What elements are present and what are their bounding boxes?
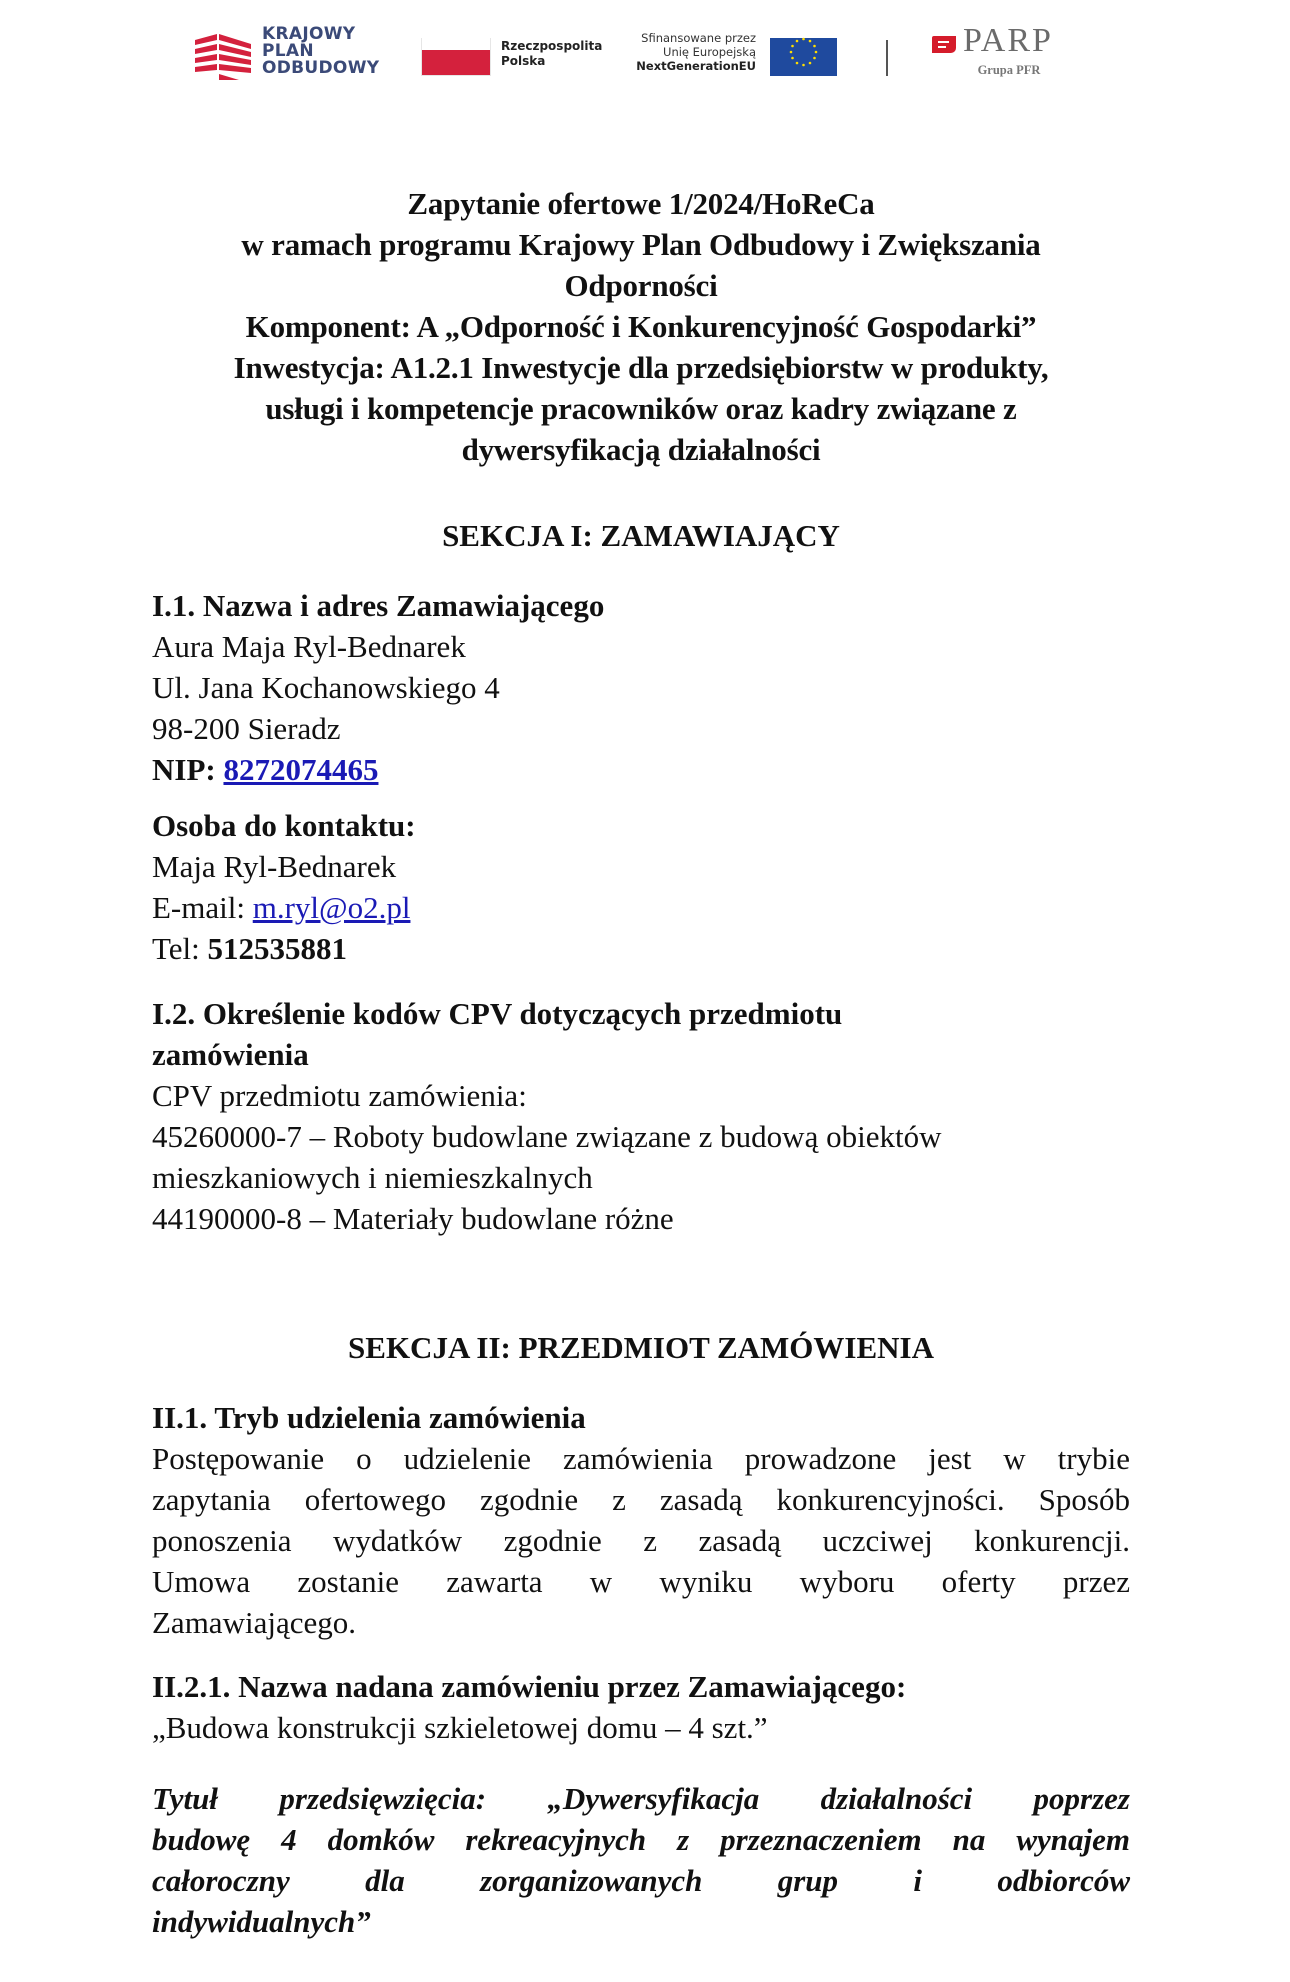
email-row bbox=[152, 887, 1130, 928]
order-name-value: „Budowa konstrukcji szkieletowej domu – 4 szt.” bbox=[152, 1710, 768, 1745]
contact-block bbox=[152, 805, 1130, 969]
eu-logo-text: Sfinansowane przez Unię Europejską NextGenerationEU bbox=[636, 31, 756, 73]
cpv-code-2: 44190000-8 – Materiały budowlane różne bbox=[152, 1201, 674, 1236]
contact-person: Maja Ryl-Bednarek bbox=[152, 849, 397, 884]
parp-logo-text: PARP bbox=[963, 22, 1053, 59]
party-city: 98-200 Sieradz bbox=[152, 711, 341, 746]
email-label: E-mail: bbox=[152, 890, 245, 925]
subsection-1-1-heading: I.1. Nazwa i adres Zamawiającego bbox=[152, 588, 605, 623]
eu-flag-icon bbox=[770, 38, 837, 76]
subsection-1-2-heading-cont: zamówienia bbox=[152, 1037, 309, 1072]
title-line: w ramach programu Krajowy Plan Odbudowy i Zwiększania bbox=[241, 227, 1041, 262]
nip-link[interactable]: 8272074465 bbox=[223, 752, 379, 787]
poland-logo-text: Rzeczpospolita Polska bbox=[501, 39, 603, 68]
document-title bbox=[152, 183, 1130, 470]
nip-label: NIP: bbox=[152, 752, 216, 787]
cpv-intro: CPV przedmiotu zamówienia: bbox=[152, 1078, 527, 1113]
cpv-code-1: 45260000-7 – Roboty budowlane związane z budową obiektów bbox=[152, 1119, 942, 1154]
subsection-2-2-1-heading: II.2.1. Nazwa nadana zamówieniu przez Zamawiającego: bbox=[152, 1669, 907, 1704]
parp-logo-subtitle: Grupa PFR bbox=[977, 63, 1041, 77]
tel-row bbox=[152, 928, 1130, 969]
procedure-paragraph: Postępowanie o udzielenie zamówienia prowadzone jest w trybie zapytania ofertowego zgodnie z zasadą konkurencyjności. Sposób ponoszenia wydatków zgodnie z zasadą uczciwej konkurencji. Umowa zostanie zawarta w wyniku wyboru oferty przez Zamawiającego. bbox=[152, 1441, 1130, 1640]
title-line: usługi i kompetencje pracowników oraz kadry związane z bbox=[265, 391, 1017, 426]
subsection-1-2-heading: I.2. Określenie kodów CPV dotyczących przedmiotu bbox=[152, 996, 843, 1031]
logo-divider bbox=[886, 40, 888, 76]
tel-value: 512535881 bbox=[207, 931, 348, 966]
contact-heading: Osoba do kontaktu: bbox=[152, 808, 416, 843]
title-line: dywersyfikacją działalności bbox=[461, 432, 821, 467]
kpo-logo-text: KRAJOWY PLAN ODBUDOWY bbox=[262, 24, 380, 78]
party-name: Aura Maja Ryl-Bednarek bbox=[152, 629, 466, 664]
title-line: Zapytanie ofertowe 1/2024/HoReCa bbox=[407, 186, 875, 221]
section-2-heading: SEKCJA II: PRZEDMIOT ZAMÓWIENIA bbox=[348, 1330, 934, 1365]
title-line: Komponent: A „Odporność i Konkurencyjność Gospodarki” bbox=[245, 309, 1037, 344]
funding-logos-strip bbox=[0, 0, 1290, 95]
cpv-code-1-cont: mieszkaniowych i niemieszkalnych bbox=[152, 1160, 593, 1195]
email-link[interactable]: m.ryl@o2.pl bbox=[252, 890, 411, 925]
nip-row bbox=[152, 749, 1130, 790]
title-line: Inwestycja: A1.2.1 Inwestycje dla przedsiębiorstw w produkty, bbox=[233, 350, 1049, 385]
procedure-block bbox=[152, 1397, 1130, 1643]
party-street: Ul. Jana Kochanowskiego 4 bbox=[152, 670, 500, 705]
subsection-2-1-heading: II.1. Tryb udzielenia zamówienia bbox=[152, 1400, 586, 1435]
poland-flag-icon bbox=[421, 38, 491, 76]
parp-logo-icon bbox=[932, 36, 956, 53]
kpo-logo-icon bbox=[195, 34, 251, 80]
order-name-block bbox=[152, 1666, 1130, 1748]
title-line: Odporności bbox=[564, 268, 718, 303]
project-title-block: Tytuł przedsięwzięcia: „Dywersyfikacja działalności poprzez budowę 4 domków rekreacyjnych z przeznaczeniem na wynajem całoroczny dla zorganizowanych grup i odbiorców indywidualnych” bbox=[152, 1781, 1130, 1939]
contracting-party-block bbox=[152, 585, 1130, 790]
section-1-heading: SEKCJA I: ZAMAWIAJĄCY bbox=[442, 518, 840, 553]
tel-label: Tel: bbox=[152, 931, 200, 966]
cpv-block bbox=[152, 993, 1130, 1239]
